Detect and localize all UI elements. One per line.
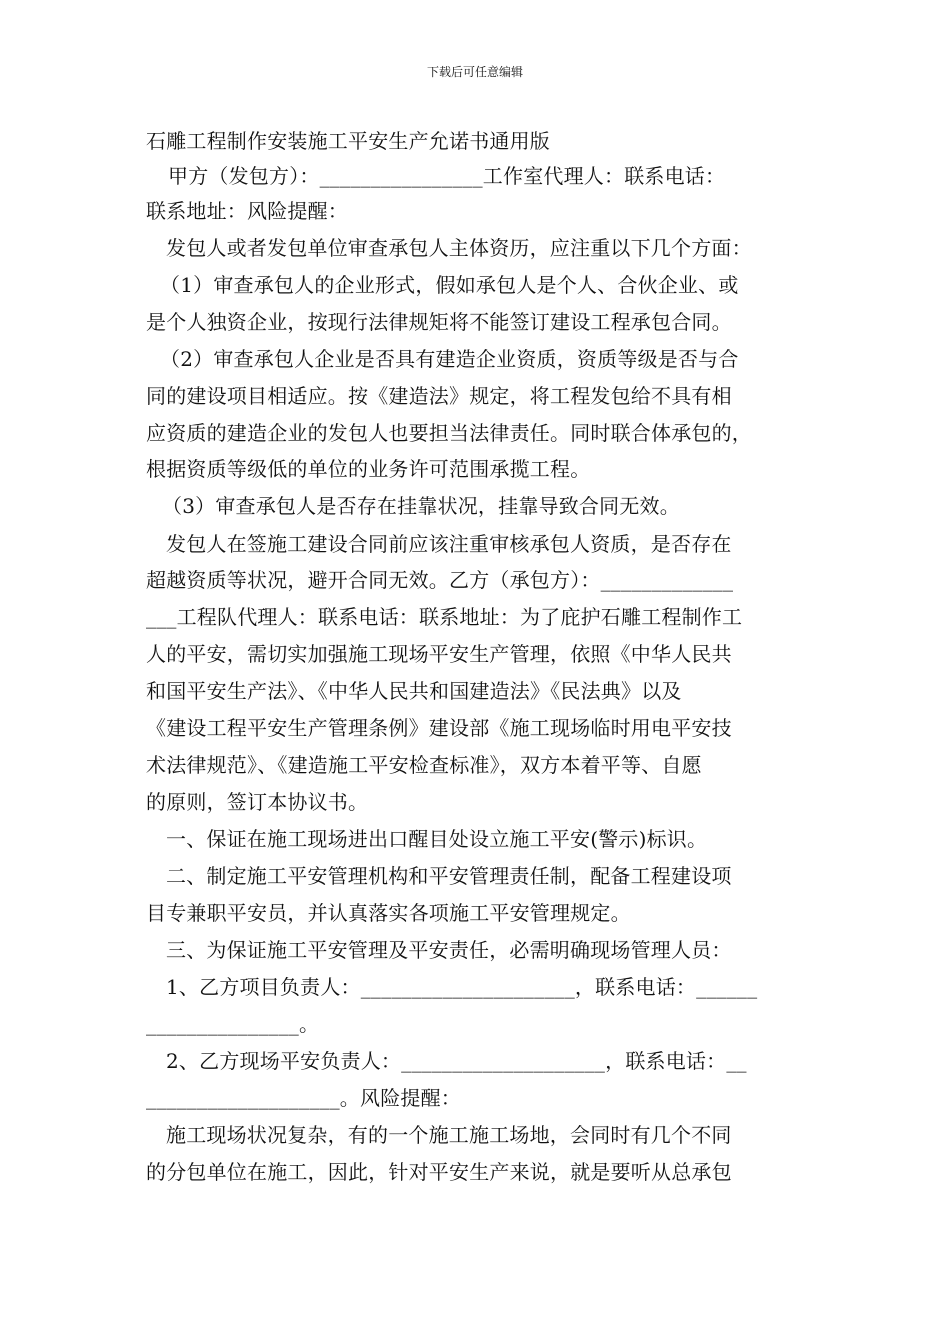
- paragraph-line: 的原则，签订本协议书。: [146, 790, 369, 814]
- paragraph-line: 三、为保证施工平安管理及平安责任，必需明确现场管理人员：: [166, 938, 732, 962]
- paragraph-line: 的分包单位在施工，因此，针对平安生产来说，就是要听从总承包: [146, 1160, 732, 1184]
- paragraph-line: _______________。: [146, 1012, 320, 1036]
- document-title: 石雕工程制作安装施工平安生产允诺书通用版: [146, 129, 550, 153]
- paragraph-line: 甲方（发包方）：________________工作室代理人：联系电话：: [168, 164, 726, 188]
- paragraph-line: （1）审查承包人的企业形式，假如承包人是个人、合伙企业、或: [160, 273, 739, 297]
- paragraph-line: 二、制定施工平安管理机构和平安管理责任制，配备工程建设项: [166, 864, 732, 888]
- paragraph-line: 超越资质等状况，避开合同无效。乙方（承包方）：_____________: [146, 568, 734, 592]
- paragraph-line: 发包人或者发包单位审查承包人主体资历，应注重以下几个方面：: [166, 236, 752, 260]
- paragraph-line: 一、保证在施工现场进出口醒目处设立施工平安(警示)标识。: [166, 827, 708, 851]
- paragraph-line: ___工程队代理人：联系电话：联系地址：为了庇护石雕工程制作工: [146, 605, 743, 629]
- paragraph-line: 应资质的建造企业的发包人也要担当法律责任。同时联合体承包的，: [146, 421, 752, 445]
- paragraph-line: 和国平安生产法》、《中华人民共和国建造法》《民法典》以及: [146, 679, 682, 703]
- paragraph-line: 《建设工程平安生产管理条例》建设部《施工现场临时用电平安技: [146, 716, 732, 740]
- paragraph-line: （3）审查承包人是否存在挂靠状况，挂靠导致合同无效。: [162, 494, 680, 518]
- paragraph-line: 施工现场状况复杂，有的一个施工施工场地，会同时有几个不同: [166, 1123, 732, 1147]
- paragraph-line: （2）审查承包人企业是否具有建造企业资质，资质等级是否与合: [160, 347, 739, 371]
- paragraph-line: 发包人在签施工建设合同前应该注重审核承包人资质，是否存在: [166, 532, 732, 556]
- paragraph-line: 2、乙方现场平安负责人：____________________，联系电话：__: [166, 1049, 747, 1073]
- page-header: 下载后可任意编辑: [426, 65, 523, 79]
- paragraph-line: 目专兼职平安员，并认真落实各项施工平安管理规定。: [146, 901, 631, 925]
- paragraph-line: 根据资质等级低的单位的业务许可范围承揽工程。: [146, 457, 591, 481]
- paragraph-line: 人的平安，需切实加强施工现场平安生产管理，依照《中华人民共: [146, 642, 732, 666]
- paragraph-line: 联系地址：风险提醒：: [146, 199, 348, 223]
- paragraph-line: 是个人独资企业，按现行法律规矩将不能签订建设工程承包合同。: [146, 310, 732, 334]
- paragraph-line: ___________________。风险提醒：: [146, 1086, 461, 1110]
- paragraph-line: 同的建设项目相适应。按《建造法》规定，将工程发包给不具有相: [146, 384, 732, 408]
- paragraph-line: 1、乙方项目负责人：_____________________，联系电话：______: [166, 975, 758, 999]
- paragraph-line: 术法律规范》、《建造施工平安检查标准》，双方本着平等、自愿: [146, 753, 702, 777]
